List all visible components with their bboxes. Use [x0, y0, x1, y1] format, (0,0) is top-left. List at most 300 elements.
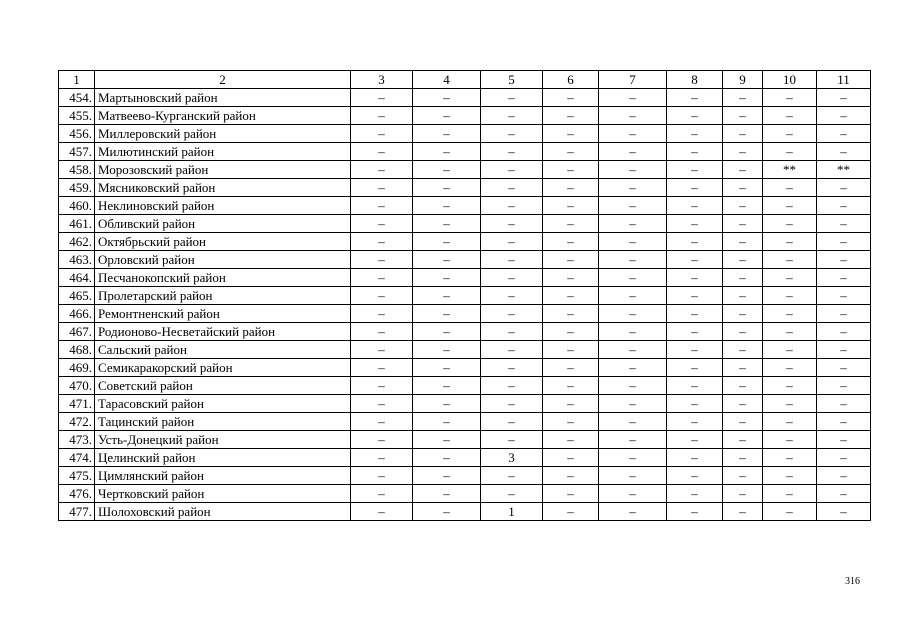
table-cell: –	[817, 233, 871, 251]
table-cell: –	[599, 305, 667, 323]
table-cell: –	[723, 413, 763, 431]
table-cell: –	[763, 413, 817, 431]
table-cell: –	[543, 197, 599, 215]
table-cell: –	[599, 287, 667, 305]
table-cell: –	[763, 467, 817, 485]
district-name: Шолоховский район	[95, 503, 351, 521]
table-cell: –	[667, 89, 723, 107]
table-cell: –	[481, 341, 543, 359]
table-cell: –	[413, 485, 481, 503]
table-cell: –	[763, 341, 817, 359]
table-cell: –	[763, 305, 817, 323]
table-cell: –	[723, 467, 763, 485]
row-number: 460.	[59, 197, 95, 215]
table-cell: –	[599, 485, 667, 503]
table-cell: –	[723, 251, 763, 269]
table-cell: –	[599, 215, 667, 233]
table-cell: –	[763, 251, 817, 269]
table-cell: –	[543, 323, 599, 341]
table-cell: –	[599, 179, 667, 197]
table-row	[59, 233, 871, 251]
table-cell: –	[817, 431, 871, 449]
table-cell: –	[599, 197, 667, 215]
table-cell: –	[413, 233, 481, 251]
table-cell: –	[413, 125, 481, 143]
table-cell: –	[667, 233, 723, 251]
row-number: 467.	[59, 323, 95, 341]
row-number: 463.	[59, 251, 95, 269]
table-cell: –	[351, 269, 413, 287]
table-cell: –	[351, 413, 413, 431]
table-cell: –	[763, 179, 817, 197]
district-name: Семикаракорский район	[95, 359, 351, 377]
column-header: 3	[351, 71, 413, 89]
table-cell: –	[763, 107, 817, 125]
table-cell: –	[763, 359, 817, 377]
table-cell: –	[723, 107, 763, 125]
table-cell: –	[763, 449, 817, 467]
table-cell: –	[763, 377, 817, 395]
district-name: Советский район	[95, 377, 351, 395]
table-cell: –	[667, 377, 723, 395]
table-cell: –	[723, 179, 763, 197]
table-cell: –	[817, 395, 871, 413]
district-name: Тацинский район	[95, 413, 351, 431]
row-number: 465.	[59, 287, 95, 305]
table-cell: –	[599, 125, 667, 143]
table-cell: –	[723, 395, 763, 413]
table-cell: –	[763, 431, 817, 449]
table-cell: –	[667, 323, 723, 341]
table-cell: –	[817, 359, 871, 377]
table-cell: –	[413, 377, 481, 395]
table-cell: –	[667, 179, 723, 197]
table-cell: –	[351, 377, 413, 395]
table-cell: –	[723, 323, 763, 341]
table-cell: –	[817, 413, 871, 431]
row-number: 470.	[59, 377, 95, 395]
table-cell: –	[351, 161, 413, 179]
table-cell: –	[599, 503, 667, 521]
table-cell: –	[667, 467, 723, 485]
table-cell: –	[599, 323, 667, 341]
table-cell: –	[667, 305, 723, 323]
table-cell: –	[543, 359, 599, 377]
table-cell: –	[599, 359, 667, 377]
table-cell: –	[413, 323, 481, 341]
table-cell: –	[667, 503, 723, 521]
row-number: 457.	[59, 143, 95, 161]
row-number: 462.	[59, 233, 95, 251]
table-cell: –	[817, 269, 871, 287]
table-cell: –	[413, 89, 481, 107]
table-cell: –	[817, 215, 871, 233]
table-cell: –	[723, 431, 763, 449]
table-cell: –	[667, 251, 723, 269]
table-cell: –	[543, 413, 599, 431]
row-number: 464.	[59, 269, 95, 287]
table-cell: –	[481, 431, 543, 449]
table-cell: –	[413, 107, 481, 125]
table-cell: –	[543, 179, 599, 197]
table-cell: –	[763, 323, 817, 341]
table-cell: –	[351, 341, 413, 359]
table-cell: –	[351, 251, 413, 269]
table-cell: –	[481, 89, 543, 107]
table-cell: –	[481, 413, 543, 431]
table-row	[59, 179, 871, 197]
table-row	[59, 377, 871, 395]
table-cell: **	[817, 161, 871, 179]
table-cell: –	[481, 305, 543, 323]
table-cell: –	[481, 125, 543, 143]
table-cell: –	[599, 251, 667, 269]
table-row	[59, 215, 871, 233]
table-cell: –	[599, 161, 667, 179]
table-cell: –	[667, 215, 723, 233]
table-cell: –	[667, 431, 723, 449]
table-cell: –	[763, 89, 817, 107]
table-cell: –	[543, 161, 599, 179]
district-name: Цимлянский район	[95, 467, 351, 485]
table-row	[59, 449, 871, 467]
table-cell: –	[599, 395, 667, 413]
table-cell: –	[413, 341, 481, 359]
district-name: Тарасовский район	[95, 395, 351, 413]
table-cell: –	[763, 503, 817, 521]
table-cell: –	[351, 233, 413, 251]
table-cell: –	[817, 503, 871, 521]
table-cell: –	[351, 467, 413, 485]
table-cell: –	[599, 449, 667, 467]
table-cell: –	[413, 215, 481, 233]
table-cell: –	[351, 503, 413, 521]
table-cell: –	[817, 107, 871, 125]
table-cell: –	[413, 179, 481, 197]
table-cell: –	[667, 125, 723, 143]
column-header: 2	[95, 71, 351, 89]
table-cell: –	[543, 467, 599, 485]
column-header: 10	[763, 71, 817, 89]
table-row	[59, 305, 871, 323]
district-name: Чертковский район	[95, 485, 351, 503]
table-cell: –	[351, 485, 413, 503]
district-name: Октябрьский район	[95, 233, 351, 251]
table-row	[59, 287, 871, 305]
table-cell: –	[481, 233, 543, 251]
table-cell: –	[351, 197, 413, 215]
row-number: 458.	[59, 161, 95, 179]
table-cell: –	[413, 143, 481, 161]
table-cell: –	[723, 233, 763, 251]
table-cell: –	[481, 323, 543, 341]
district-name: Миллеровский район	[95, 125, 351, 143]
table-body	[59, 89, 871, 521]
table-cell: –	[481, 161, 543, 179]
table-row	[59, 413, 871, 431]
row-number: 454.	[59, 89, 95, 107]
table-cell: –	[481, 251, 543, 269]
table-cell: –	[351, 431, 413, 449]
table-cell: –	[599, 269, 667, 287]
row-number: 468.	[59, 341, 95, 359]
table-row	[59, 251, 871, 269]
district-name: Усть-Донецкий район	[95, 431, 351, 449]
table-cell: –	[413, 395, 481, 413]
district-name: Матвеево-Курганский район	[95, 107, 351, 125]
table-cell: –	[817, 287, 871, 305]
table-cell: –	[543, 215, 599, 233]
table-cell: –	[763, 287, 817, 305]
table-cell: –	[543, 395, 599, 413]
table-cell: –	[723, 485, 763, 503]
table-cell: –	[667, 449, 723, 467]
page-number: 316	[845, 576, 860, 587]
table-cell: –	[817, 485, 871, 503]
table-cell: –	[723, 503, 763, 521]
table-cell: –	[481, 395, 543, 413]
district-name: Неклиновский район	[95, 197, 351, 215]
district-name: Мартыновский район	[95, 89, 351, 107]
table-cell: –	[413, 197, 481, 215]
column-header: 9	[723, 71, 763, 89]
table-cell: –	[817, 197, 871, 215]
row-number: 472.	[59, 413, 95, 431]
table-cell: –	[817, 305, 871, 323]
table-cell: –	[543, 251, 599, 269]
district-name: Песчанокопский район	[95, 269, 351, 287]
column-header: 5	[481, 71, 543, 89]
table-cell: –	[599, 413, 667, 431]
table-cell: –	[723, 269, 763, 287]
table-cell: –	[817, 449, 871, 467]
table-cell: –	[413, 359, 481, 377]
column-header: 4	[413, 71, 481, 89]
table-cell: –	[817, 143, 871, 161]
table-cell: –	[817, 179, 871, 197]
table-cell: –	[763, 395, 817, 413]
district-name: Целинский район	[95, 449, 351, 467]
table-cell: –	[351, 323, 413, 341]
table-cell: –	[763, 143, 817, 161]
column-header: 11	[817, 71, 871, 89]
table-cell: –	[481, 377, 543, 395]
table-row	[59, 431, 871, 449]
table-cell: –	[543, 431, 599, 449]
table-cell: **	[763, 161, 817, 179]
table-cell: –	[763, 125, 817, 143]
table-cell: –	[817, 377, 871, 395]
table-row	[59, 161, 871, 179]
table-cell: –	[351, 125, 413, 143]
table-row	[59, 503, 871, 521]
row-number: 461.	[59, 215, 95, 233]
table-cell: –	[763, 197, 817, 215]
district-name: Ремонтненский район	[95, 305, 351, 323]
table-cell: –	[481, 269, 543, 287]
table-row	[59, 323, 871, 341]
table-cell: –	[543, 89, 599, 107]
table-cell: –	[599, 341, 667, 359]
column-header: 1	[59, 71, 95, 89]
table-cell: –	[481, 287, 543, 305]
table-cell: –	[667, 413, 723, 431]
table-cell: –	[667, 485, 723, 503]
table-cell: –	[543, 269, 599, 287]
district-name: Пролетарский район	[95, 287, 351, 305]
column-header: 8	[667, 71, 723, 89]
table-cell: –	[351, 143, 413, 161]
table-cell: –	[763, 269, 817, 287]
table-row	[59, 485, 871, 503]
table-cell: –	[599, 467, 667, 485]
column-header: 7	[599, 71, 667, 89]
row-number: 475.	[59, 467, 95, 485]
table-cell: –	[543, 377, 599, 395]
table-cell: –	[723, 341, 763, 359]
table-row	[59, 89, 871, 107]
table-cell: –	[413, 503, 481, 521]
table-cell: –	[667, 197, 723, 215]
table-cell: –	[723, 359, 763, 377]
table-cell: –	[481, 197, 543, 215]
table-cell: –	[543, 233, 599, 251]
table-cell: –	[481, 215, 543, 233]
table-cell: –	[723, 215, 763, 233]
row-number: 471.	[59, 395, 95, 413]
table-cell: –	[351, 215, 413, 233]
table-cell: –	[413, 431, 481, 449]
table-cell: –	[543, 449, 599, 467]
table-row	[59, 467, 871, 485]
table-cell: –	[817, 323, 871, 341]
table-cell: –	[723, 449, 763, 467]
table-cell: –	[599, 89, 667, 107]
table-cell: –	[817, 89, 871, 107]
table-cell: –	[543, 107, 599, 125]
table-row	[59, 341, 871, 359]
table-cell: –	[763, 215, 817, 233]
table-cell: –	[351, 179, 413, 197]
district-name: Орловский район	[95, 251, 351, 269]
table-cell: –	[481, 485, 543, 503]
table-cell: –	[351, 107, 413, 125]
table-cell: –	[763, 485, 817, 503]
table-cell: –	[413, 413, 481, 431]
table-cell: –	[543, 305, 599, 323]
table-cell: –	[481, 179, 543, 197]
district-name: Обливский район	[95, 215, 351, 233]
table-cell: –	[723, 305, 763, 323]
district-name: Мясниковский район	[95, 179, 351, 197]
table-row	[59, 197, 871, 215]
table-cell: –	[351, 305, 413, 323]
table-cell: –	[723, 377, 763, 395]
row-number: 474.	[59, 449, 95, 467]
table-cell: –	[413, 287, 481, 305]
table-cell: –	[543, 287, 599, 305]
table-cell: –	[817, 467, 871, 485]
table-cell: –	[723, 161, 763, 179]
row-number: 469.	[59, 359, 95, 377]
table-cell: –	[413, 449, 481, 467]
table-row	[59, 359, 871, 377]
row-number: 456.	[59, 125, 95, 143]
table-cell: –	[413, 161, 481, 179]
table-cell: –	[667, 161, 723, 179]
table-cell: –	[723, 89, 763, 107]
table-cell: –	[667, 269, 723, 287]
district-name: Родионово-Несветайский район	[95, 323, 351, 341]
table-cell: –	[667, 143, 723, 161]
table-cell: –	[599, 107, 667, 125]
table-cell: –	[351, 287, 413, 305]
district-name: Сальский район	[95, 341, 351, 359]
row-number: 455.	[59, 107, 95, 125]
table-cell: –	[817, 125, 871, 143]
table-cell: –	[351, 449, 413, 467]
row-number: 477.	[59, 503, 95, 521]
table-cell: –	[413, 251, 481, 269]
table-row	[59, 143, 871, 161]
table-header-row	[59, 71, 871, 89]
table-cell: –	[481, 467, 543, 485]
table-cell: –	[413, 269, 481, 287]
table-cell: 3	[481, 449, 543, 467]
table-cell: –	[723, 143, 763, 161]
table-row	[59, 269, 871, 287]
row-number: 473.	[59, 431, 95, 449]
table-cell: –	[667, 287, 723, 305]
district-name: Морозовский район	[95, 161, 351, 179]
table-cell: –	[763, 233, 817, 251]
table-row	[59, 395, 871, 413]
row-number: 466.	[59, 305, 95, 323]
table-row	[59, 107, 871, 125]
table-cell: –	[667, 341, 723, 359]
table-cell: –	[481, 359, 543, 377]
table-cell: –	[543, 341, 599, 359]
data-table	[58, 70, 871, 521]
table-cell: –	[351, 89, 413, 107]
table-cell: –	[599, 377, 667, 395]
table-cell: –	[543, 125, 599, 143]
table-cell: –	[481, 107, 543, 125]
table-cell: –	[543, 143, 599, 161]
table-cell: –	[351, 395, 413, 413]
table-cell: –	[817, 341, 871, 359]
table-cell: –	[599, 431, 667, 449]
table-cell: –	[543, 503, 599, 521]
table-cell: –	[351, 359, 413, 377]
row-number: 459.	[59, 179, 95, 197]
district-name: Милютинский район	[95, 143, 351, 161]
table-cell: –	[481, 143, 543, 161]
table-cell: –	[667, 395, 723, 413]
table-cell: –	[413, 305, 481, 323]
row-number: 476.	[59, 485, 95, 503]
table-row	[59, 125, 871, 143]
table-cell: –	[543, 485, 599, 503]
table-cell: –	[817, 251, 871, 269]
table-cell: –	[723, 197, 763, 215]
table-cell: –	[667, 107, 723, 125]
table-cell: –	[599, 143, 667, 161]
table-cell: –	[599, 233, 667, 251]
table-cell: –	[723, 287, 763, 305]
table-cell: –	[667, 359, 723, 377]
column-header: 6	[543, 71, 599, 89]
